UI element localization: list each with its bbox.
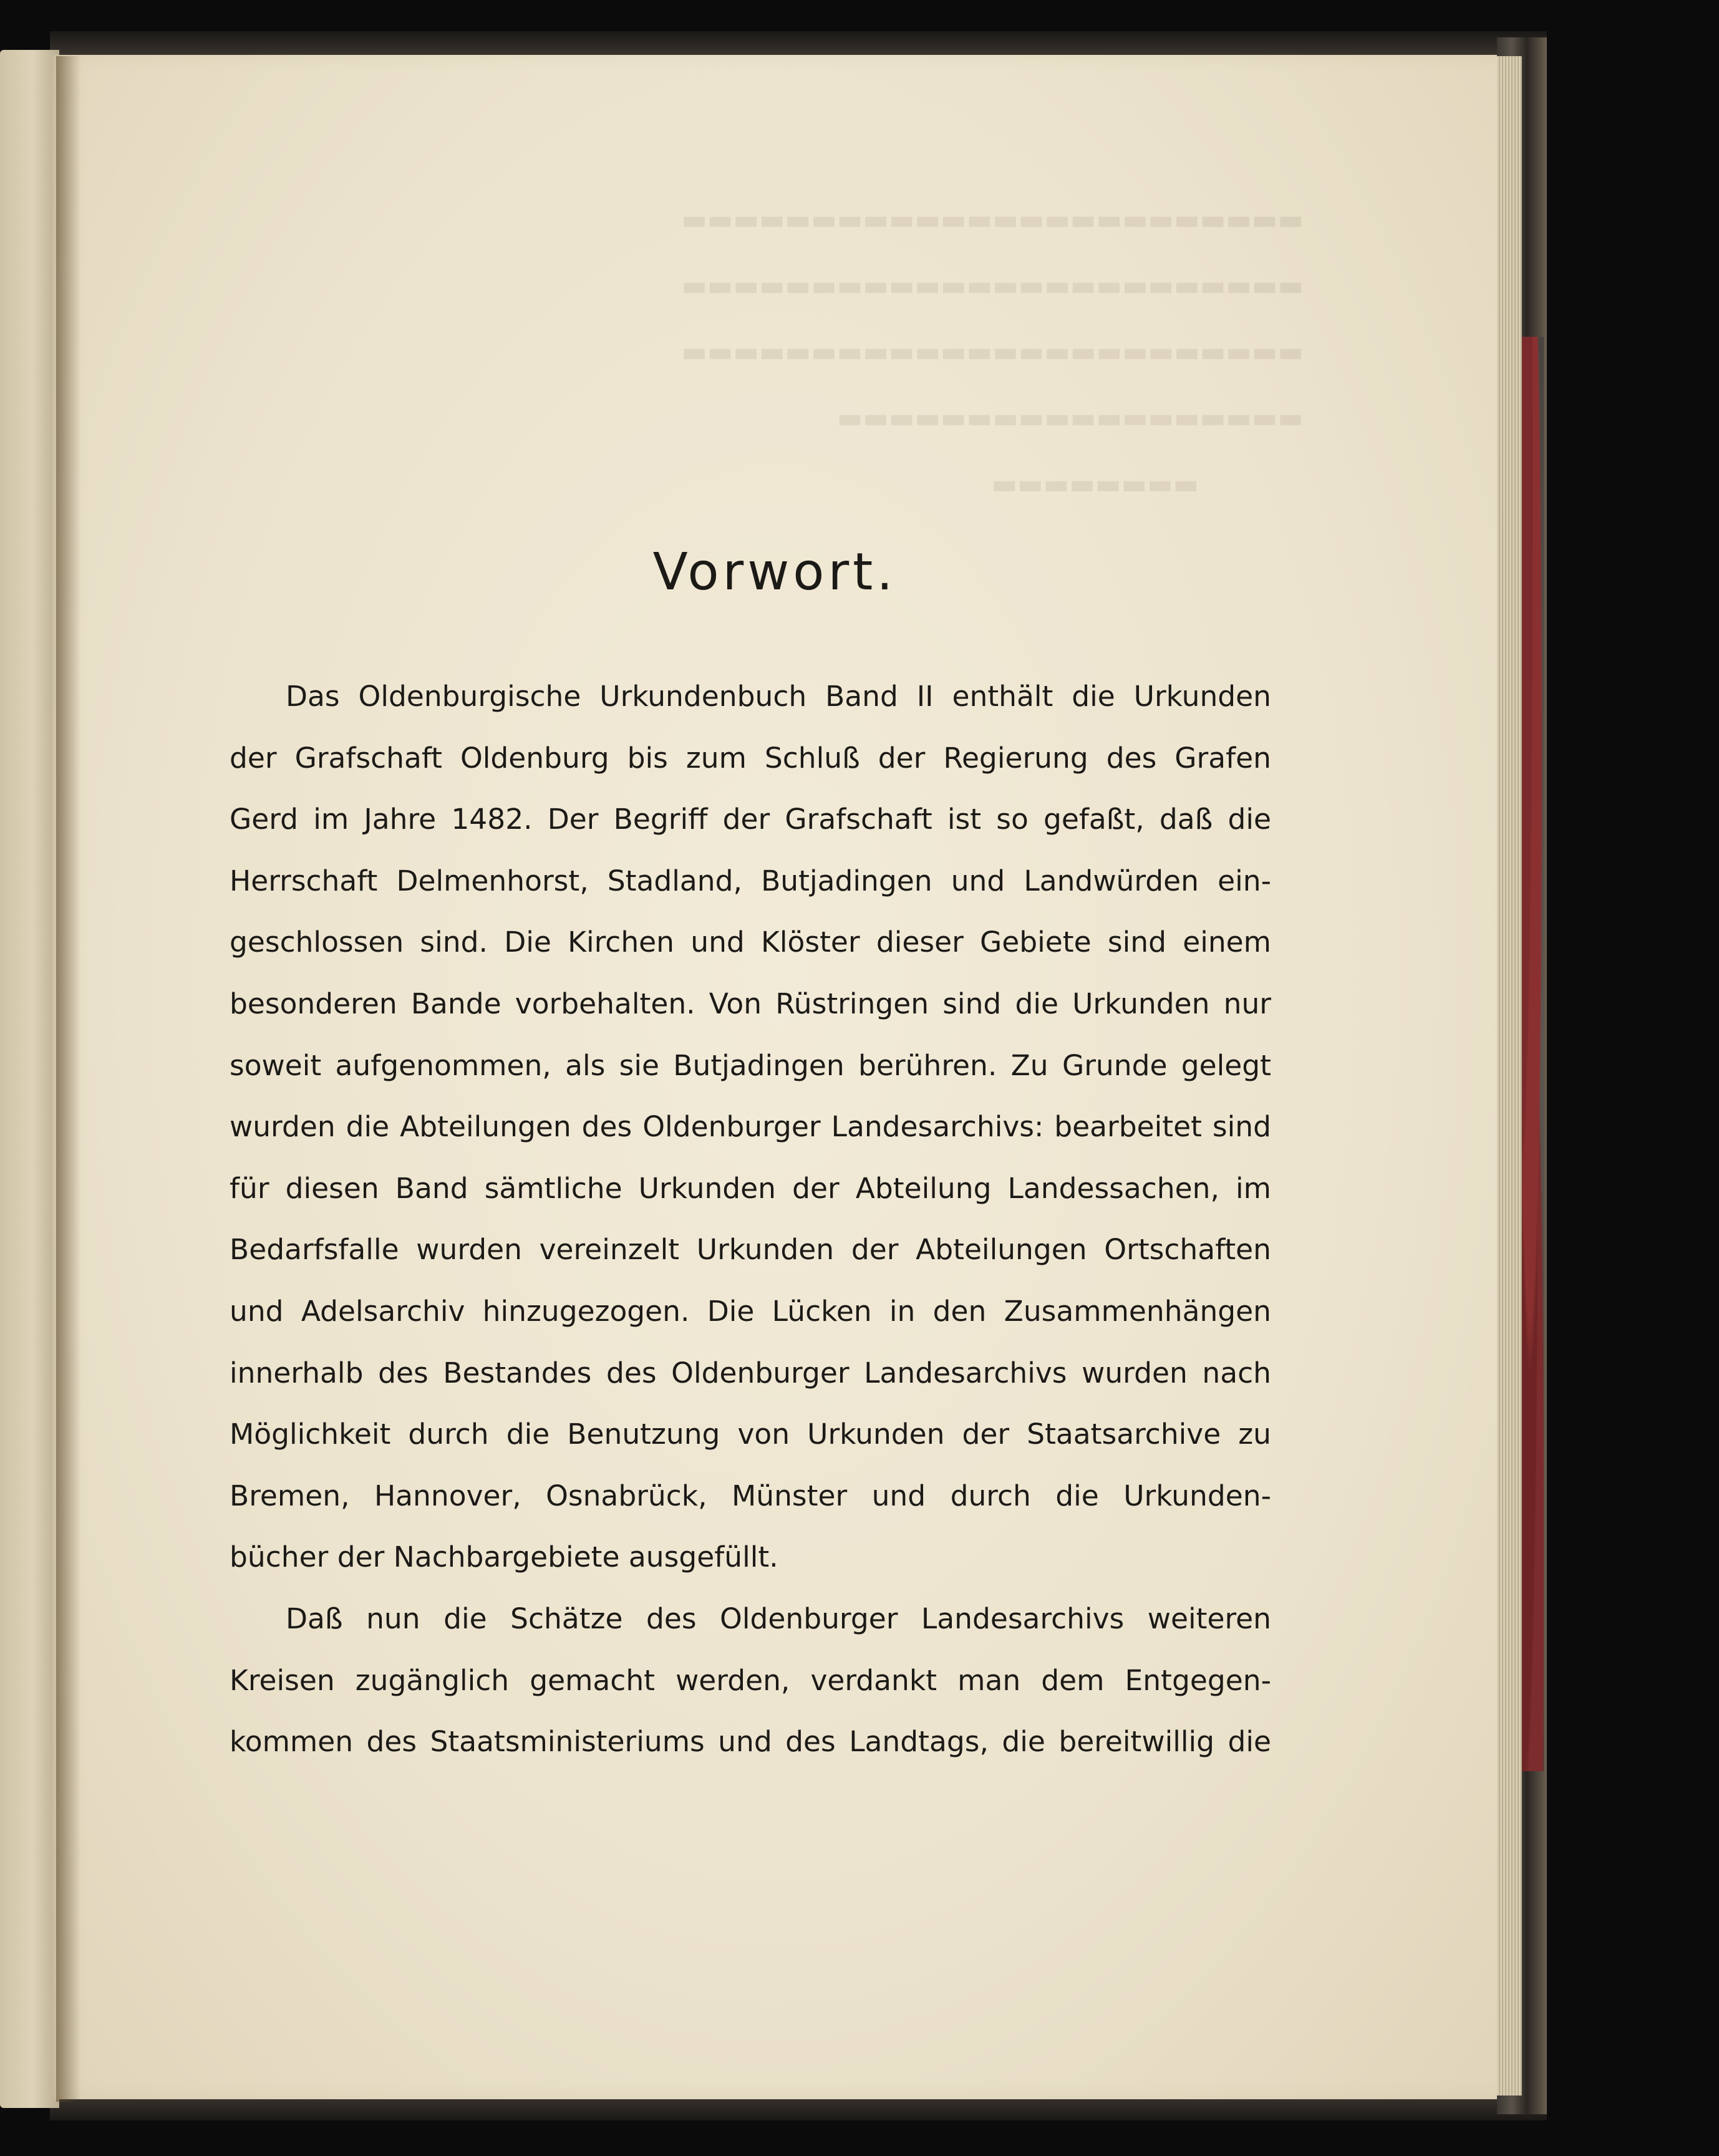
text-line: Herrschaft Delmenhorst, Stadland, Butjadingen und Landwürden ein- xyxy=(230,864,1271,897)
book-cover-top-edge xyxy=(50,31,1547,56)
text-line: Bremen, Hannover, Osnabrück, Münster und durch die Urkunden- xyxy=(230,1479,1271,1512)
text-line: Daß nun die Schätze des Oldenburger Landesarchivs weiteren xyxy=(286,1602,1271,1635)
text-line: Kreisen zugänglich gemacht werden, verdankt man dem Entgegen- xyxy=(230,1663,1271,1697)
text-line: bücher der Nachbargebiete ausgefüllt. xyxy=(230,1540,778,1574)
book-cover-bottom-edge xyxy=(50,2096,1547,2120)
text-line: kommen des Staatsministeriums und des Landtags, die bereitwillig die xyxy=(230,1725,1271,1759)
text-line: der Grafschaft Oldenburg bis zum Schluß der Regierung des Grafen xyxy=(230,741,1271,775)
text-line: Möglichkeit durch die Benutzung von Urkunden der Staatsarchive zu xyxy=(230,1418,1271,1451)
text-line: innerhalb des Bestandes des Oldenburger Landesarchivs wurden nach xyxy=(230,1356,1271,1390)
text-line: und Adelsarchiv hinzugezogen. Die Lücken in den Zusammenhängen xyxy=(230,1294,1271,1328)
text-line: wurden die Abteilungen des Oldenburger Landesarchivs: bearbeitet sind xyxy=(230,1110,1271,1144)
text-line: soweit aufgenommen, als sie Butjadingen berühren. Zu Grunde gelegt xyxy=(230,1048,1271,1082)
text-line: Bedarfsfalle wurden vereinzelt Urkunden der Abteilungen Ortschaften xyxy=(230,1233,1271,1267)
text-line: für diesen Band sämtliche Urkunden der Abteilung Landessachen, im xyxy=(230,1171,1271,1205)
text-line: geschlossen sind. Die Kirchen und Klöster dieser Gebiete sind einem xyxy=(230,926,1271,959)
previous-page-edge xyxy=(0,50,59,2108)
body-text xyxy=(230,666,1271,1773)
text-line: Gerd im Jahre 1482. Der Begriff der Grafschaft ist so gefaßt, daß die xyxy=(230,803,1271,836)
text-line: Das Oldenburgische Urkundenbuch Band II enthält die Urkunden xyxy=(286,680,1271,713)
page-title: Vorwort. xyxy=(652,543,897,602)
text-line: besonderen Bande vorbehalten. Von Rüstringen sind die Urkunden nur xyxy=(230,987,1271,1020)
gutter-shadow xyxy=(56,56,81,2102)
